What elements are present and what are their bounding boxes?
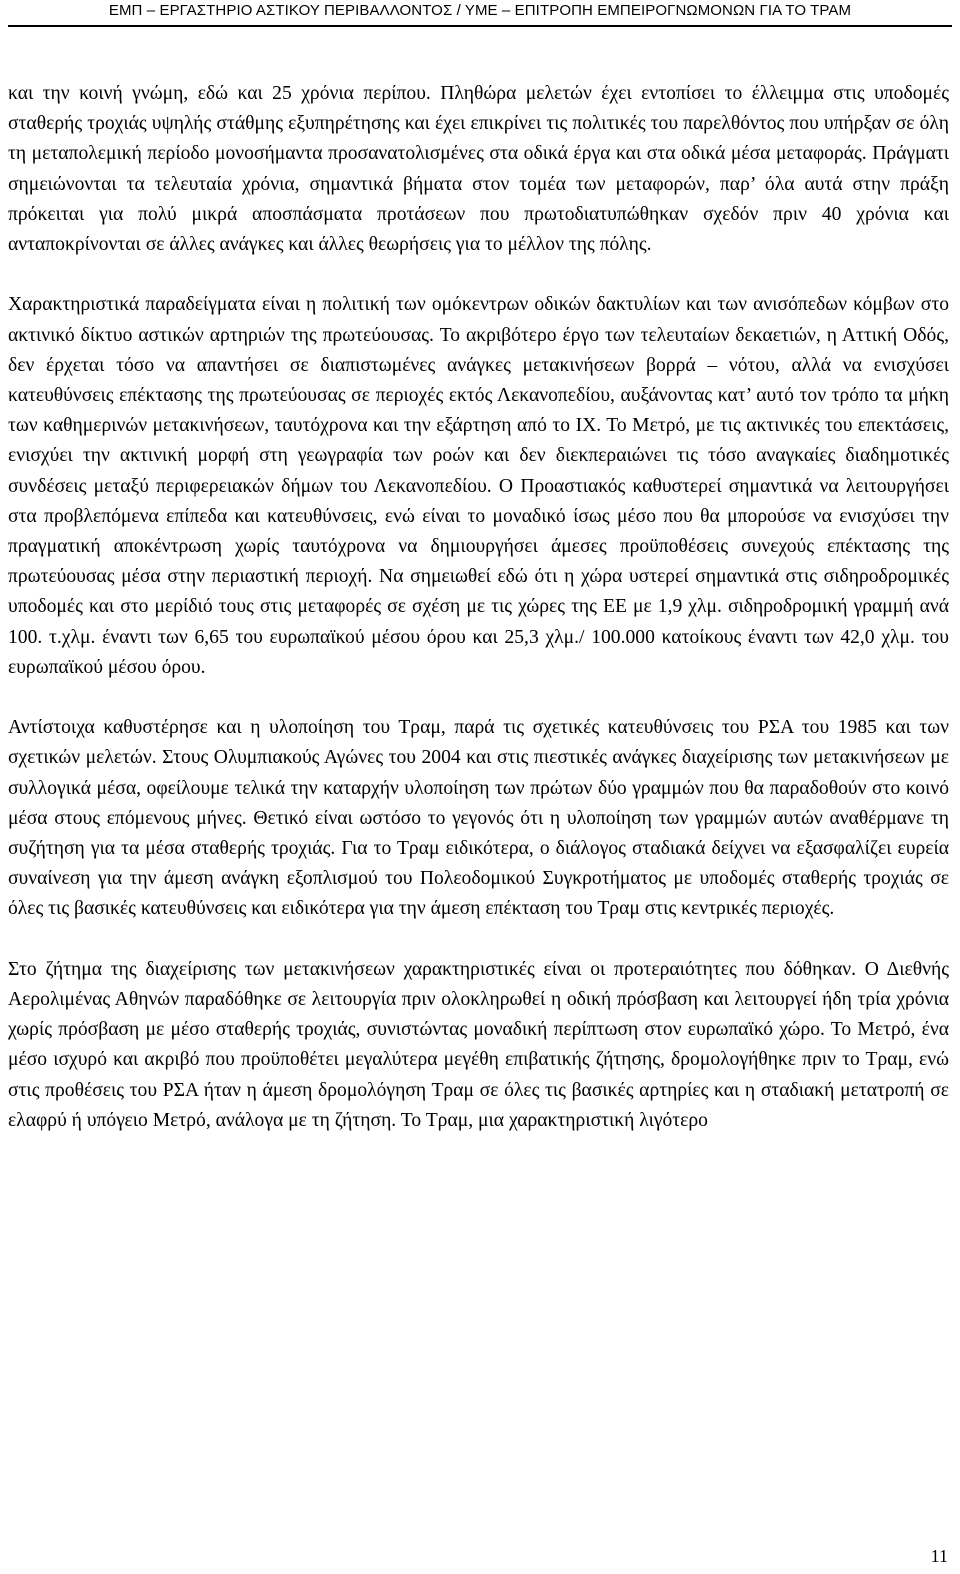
paragraph-4: Στο ζήτημα της διαχείρισης των μετακινήσεων χαρακτηριστικές είναι οι προτεραιότητες που δόθηκαν. Ο Διεθνής Αερολιμένας Αθηνών παραδόθηκε σε λειτουργία πριν ολοκληρωθεί η οδική πρόσβαση και λειτουργεί ήδη τρία χρόνια χωρίς πρόσβαση με μέσο σταθερής τροχιάς, συνιστώντας μοναδική περίπτωση στον ευρωπαϊκό χώρο. Το Μετρό, ένα μέσο ισχυρό και ακριβό που προϋποθέτει μεγαλύτερα μεγέθη επιβατικής ζήτησης, δρομολογήθηκε πριν το Τραμ, ενώ στις προθέσεις του ΡΣΑ ήταν η άμεση δρομολόγηση Τραμ σε όλες τις βασικές αρτηρίες και η σταδιακή μετατροπή σε ελαφρύ ή υπόγειο Μετρό, ανάλογα με τη ζήτηση. Το Τραμ, μια χαρακτηριστική λιγότερο <box>8 958 949 1131</box>
header-rule <box>8 25 952 27</box>
paragraph-1: και την κοινή γνώμη, εδώ και 25 χρόνια περίπου. Πληθώρα μελετών έχει εντοπίσει το έλλειμμα στις υποδομές σταθερής τροχιάς υψηλής στάθμης εξυπηρέτησης και έχει επικρίνει τις πολιτικές του παρελθόντος που υπήρξαν σε όλη τη μεταπολεμική περίοδο μονοσήμαντα προσανατολισμένες στα οδικά έργα και στα οδικά μέσα μεταφοράς. Πράγματι σημειώνονται τα τελευταία χρόνια, σημαντικά βήματα στον τομέα των μεταφορών, παρ’ όλα αυτά στην πράξη πρόκειται για πολύ μικρά αποσπάσματα προτάσεων που πρωτοδιατυπώθηκαν σχεδόν πριν 40 χρόνια και ανταποκρίνονται σε άλλες ανάγκες και άλλες θεωρήσεις για το μέλλον της πόλης. <box>8 83 949 256</box>
running-header: ΕΜΠ – ΕΡΓΑΣΤΗΡΙΟ ΑΣΤΙΚΟΥ ΠΕΡΙΒΑΛΛΟΝΤΟΣ / ΥΜΕ – ΕΠΙΤΡΟΠΗ ΕΜΠΕΙΡΟΓΝΩΜΟΝΩΝ ΓΙΑ ΤΟ ΤΡΑΜ <box>108 2 852 19</box>
paragraph-3: Αντίστοιχα καθυστέρησε και η υλοποίηση του Τραμ, παρά τις σχετικές κατευθύνσεις του ΡΣΑ του 1985 και των σχετικών μελετών. Στους Ολυμπιακούς Αγώνες του 2004 και στις πιεστικές ανάγκες διαχείρισης των μετακινήσεων με συλλογικά μέσα, οφείλουμε τελικά την καταρχήν υλοποίηση των πρώτων δύο γραμμών που θα παραδοθούν στο κοινό μέσα στους επόμενους μήνες. Θετικό είναι ωστόσο το γεγονός ότι η υλοποίηση των γραμμών αυτών αναθέρμανε τη συζήτηση για τα μέσα σταθερής τροχιάς. Για το Τραμ ειδικότερα, ο διάλογος σταδιακά δείχνει να εξασφαλίζει ευρεία συναίνεση για την άμεση ανάγκη εξοπλισμού του Πολεοδομικού Συγκροτήματος με υποδομές σταθερής τροχιάς σε όλες τις βασικές κατευθύνσεις και ειδικότερα για την άμεση επέκταση του Τραμ στις κεντρικές περιοχές. <box>8 717 949 920</box>
page-number: 11 <box>930 1546 948 1566</box>
paragraph-2: Χαρακτηριστικά παραδείγματα είναι η πολιτική των ομόκεντρων οδικών δακτυλίων και των ανισόπεδων κόμβων στο ακτινικό δίκτυο αστικών αρτηριών της πρωτεύουσας. Το ακριβότερο έργο των τελευταίων δεκαετιών, η Αττική Οδός, δεν έρχεται τόσο να απαντήσει σε διαπιστωμένες ανάγκες μετακινήσεων βορρά – νότου, αλλά να ενισχύσει κατευθύνσεις επέκτασης της πρωτεύουσας σε περιοχές εκτός Λεκανοπεδίου, αυξάνοντας κατ’ αυτό τον τρόπο τα μήκη των καθημερινών μετακινήσεων, ταυτόχρονα και την εξάρτηση από το ΙΧ. Το Μετρό, με τις ακτινικές του επεκτάσεις, ενισχύει την ακτινική μορφή στη γεωγραφία των ροών και δεν διεκπεραιώνει τις τόσο αναγκαίες διαδημοτικές συνδέσεις μεταξύ περιφερειακών δήμων του Λεκανοπεδίου. Ο Προαστιακός καθυστερεί σημαντικά να λειτουργήσει στα προβλεπόμενα επίπεδα και κατευθύνσεις, ενώ είναι το μοναδικό ίσως μέσο που θα μπορούσε να ενισχύσει την πραγματική αποκέντρωση χωρίς ταυτόχρονα να δημιουργήσει άμεσες προϋποθέσεις συνεχούς επέκτασης της πρωτεύουσας μέσα στην περιαστική περιοχή. Να σημειωθεί εδώ ότι η χώρα υστερεί σημαντικά στις σιδηροδρομικές υποδομές και στο μερίδιό τους στις μεταφορές σε σχέση με τις χώρες της ΕΕ με 1,9 χλμ. σιδηροδρομική γραμμή ανά 100. τ.χλμ. έναντι των 6,65 του ευρωπαϊκού μέσου όρου και 25,3 χλμ./ 100.000 κατοίκους έναντι των 42,0 χλμ. του ευρωπαϊκού μέσου όρου. <box>8 294 949 678</box>
body-text <box>8 79 949 1136</box>
